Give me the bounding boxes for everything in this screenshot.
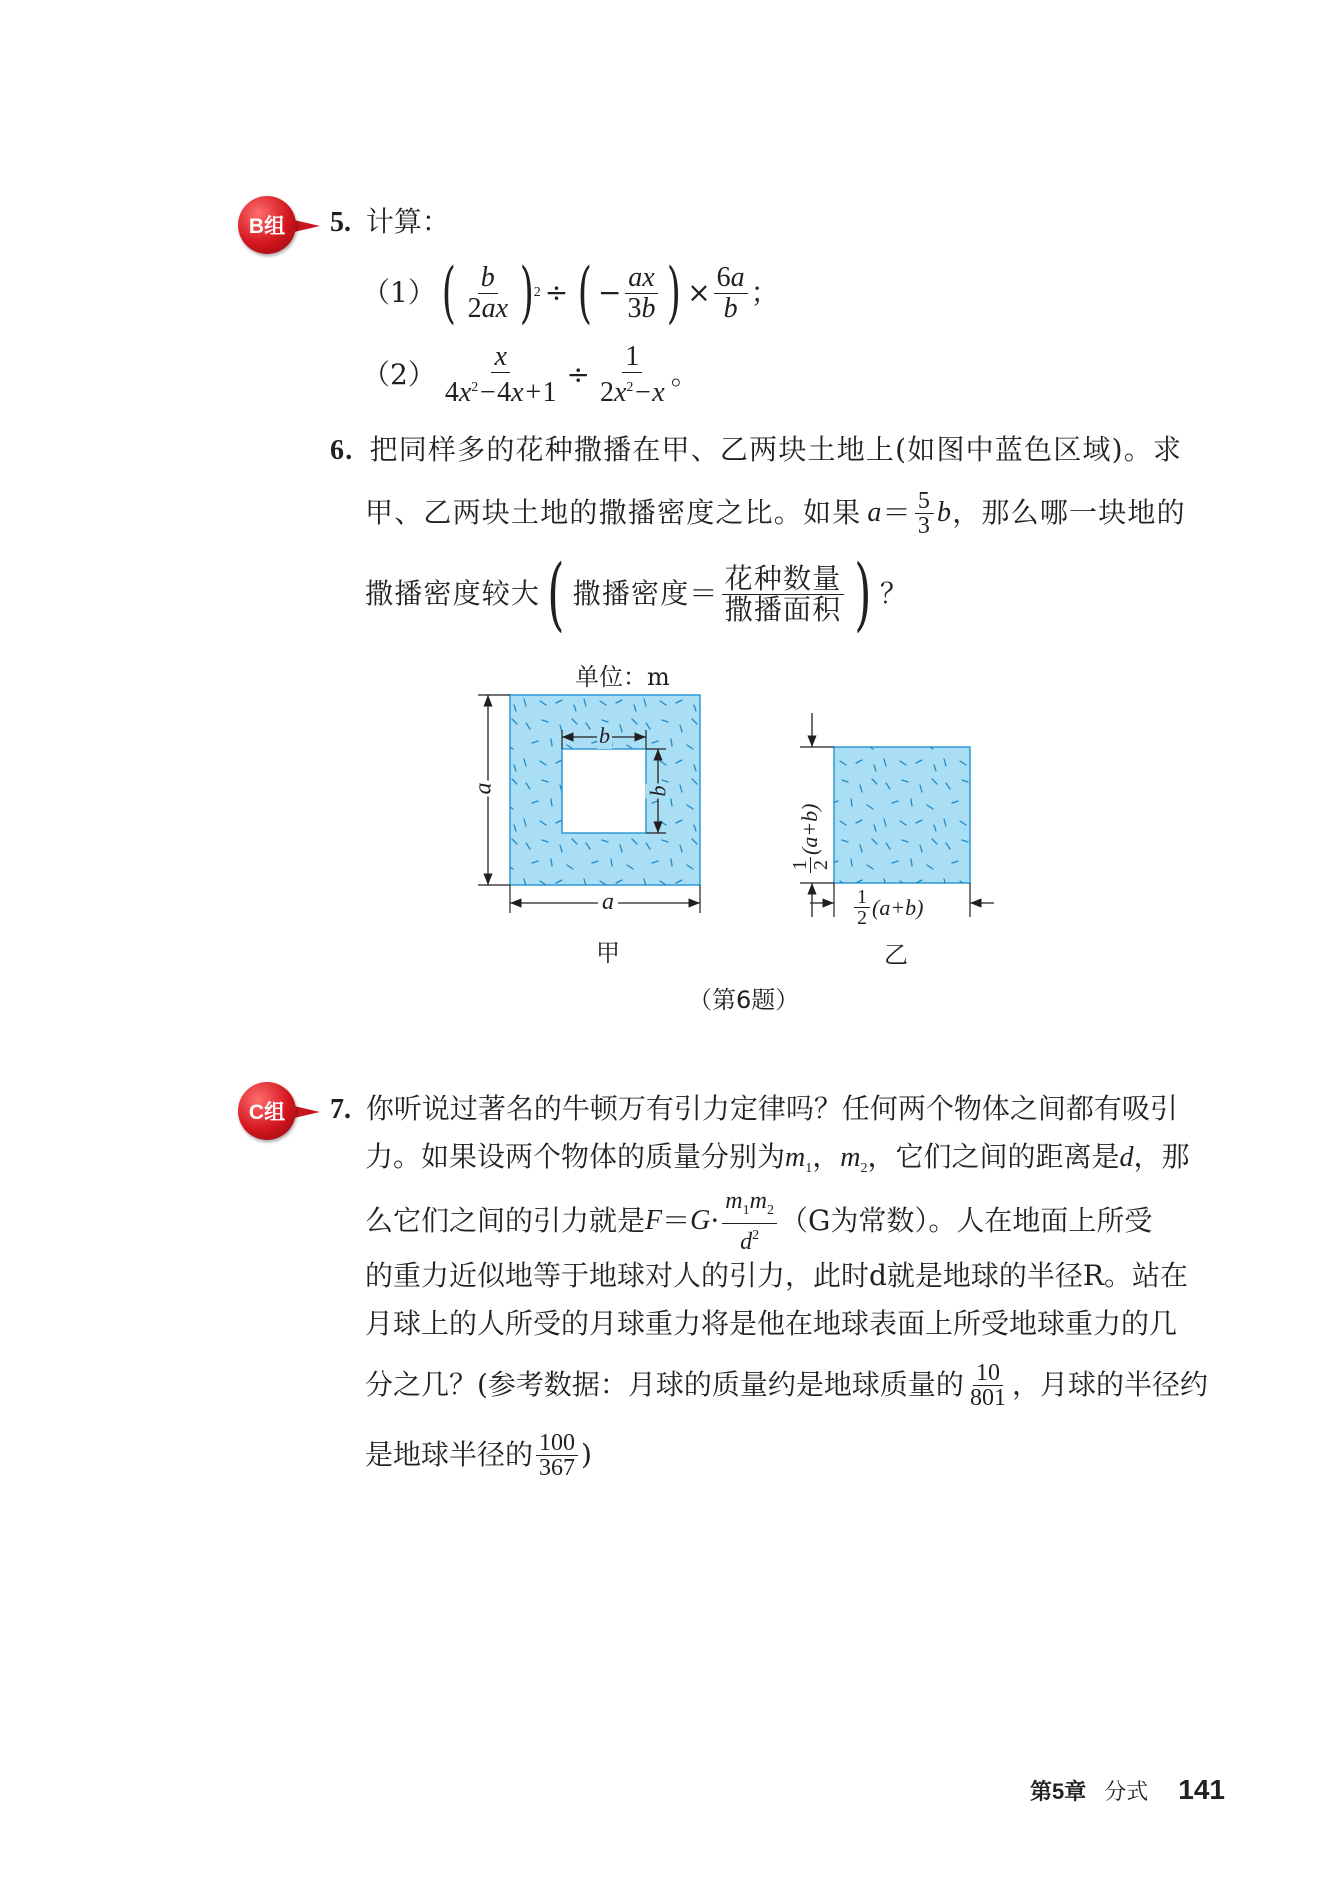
- badge-arrow-icon: [294, 1106, 320, 1118]
- unit-label: 单位：m: [575, 663, 670, 691]
- fraction-b-over-2ax: $\frac{b}{2ax}$: [467, 261, 509, 324]
- question-7-line-6: 分之几？(参考数据：月球的质量约是地球质量的 $\frac{10}{801}$ ，月球的半径约: [365, 1359, 1208, 1411]
- gravity-fraction: $\frac{m_1m_2}{d^2}$: [722, 1189, 777, 1254]
- label-b-top: b: [599, 723, 610, 748]
- footer-section: 分式: [1104, 1779, 1149, 1804]
- label-a-bottom: a: [598, 889, 618, 916]
- label-jia: 甲: [596, 939, 620, 967]
- question-7-line-1: 7. 你听说过著名的牛顿万有引力定律吗？任何两个物体之间都有吸引: [330, 1092, 1178, 1125]
- part-label: （1）: [362, 276, 436, 309]
- fraction-5-over-3: $\frac{5}{3}$: [915, 489, 934, 538]
- density-fraction: $\frac{\text{花种数量}}{\text{撒播面积}}$: [722, 564, 845, 625]
- question-7-line-3: 么它们之间的引力就是 F ＝ G · $\frac{m_1m_2}{d^2}$ （G为常数）。人在地面上所受: [365, 1187, 1153, 1255]
- label-half-horizontal: $\frac{1}{2}$ (a+b): [852, 887, 924, 928]
- fraction-1-over-2x2-x: $\frac{1}{2x^2-x}$: [599, 341, 665, 408]
- question-5-heading: [330, 205, 450, 240]
- figure-svg: [460, 655, 1020, 1015]
- group-c-marker: [238, 1082, 328, 1142]
- question-number: 5.: [330, 207, 351, 238]
- question-7-line-2: 力。如果设两个物体的质量分别为$m_1$，$m_2$，它们之间的距离是d，那: [365, 1140, 1190, 1176]
- question-7-line-7: 是地球半径的 $\frac{100}{367}$ ): [365, 1429, 592, 1481]
- question-number: 6.: [330, 435, 354, 466]
- figure-question-6: [460, 655, 1020, 1015]
- plot-jia: [478, 695, 700, 913]
- page-number: 141: [1178, 1774, 1225, 1805]
- question-7-line-5: 月球上的人所受的月球重力将是他在地球表面上所受地球重力的几: [365, 1307, 1178, 1340]
- question-7-line-4: 的重力近似地等于地球对人的引力，此时d就是地球的半径R。站在: [365, 1259, 1189, 1292]
- question-title: 计算：: [365, 205, 450, 238]
- label-yi: 乙: [884, 941, 908, 969]
- part-label: （2）: [362, 358, 436, 391]
- fraction-ax-over-3b: $\frac{ax}{3b}$: [624, 263, 658, 324]
- footer-chapter: 第5章: [1030, 1779, 1087, 1804]
- figure-caption: （第6题）: [688, 986, 800, 1014]
- page-footer: [1030, 1774, 1225, 1806]
- question-6-line-3: 撒播密度较大 ( 撒播密度＝ $\frac{\text{花种数量}}{\text{撒播面积}}$ ) ？: [365, 547, 910, 640]
- question-5-part-1: （1） ( $\frac{b}{2ax}$ ) 2 ÷ ( − $\frac{ax}{3b}$ ) × $\frac{6a}{b}$ ；: [362, 254, 779, 331]
- label-a-left: a: [470, 782, 497, 795]
- question-6-line-2: 甲、乙两块土地的撒播密度之比。如果 a ＝ $\frac{5}{3}$ b ，那么哪一块地的: [365, 487, 1186, 539]
- group-c-badge: C组: [238, 1082, 296, 1140]
- question-6-line-1: 6. 把同样多的花种撒播在甲、乙两块土地上(如图中蓝色区域)。求: [330, 433, 1183, 466]
- fraction-6a-over-b: $\frac{6a}{b}$: [714, 263, 748, 324]
- group-b-badge: B组: [238, 196, 296, 254]
- label-b-right: b: [645, 785, 671, 797]
- badge-arrow-icon: [294, 220, 320, 232]
- moon-radius-fraction: $\frac{100}{367}$: [536, 1431, 578, 1480]
- fraction-x-over-quadratic: $\frac{x}{4x^2-4x+1}$: [444, 341, 557, 408]
- label-half-vertical: 1 2 (a+b): [790, 755, 830, 875]
- group-b-marker: [238, 196, 328, 256]
- question-number: 7.: [330, 1094, 351, 1125]
- question-5-part-2: （2） $\frac{x}{4x^2-4x+1}$ ÷ $\frac{1}{2x^2-x}$ 。: [362, 341, 699, 408]
- moon-mass-fraction: $\frac{10}{801}$: [969, 1359, 1006, 1411]
